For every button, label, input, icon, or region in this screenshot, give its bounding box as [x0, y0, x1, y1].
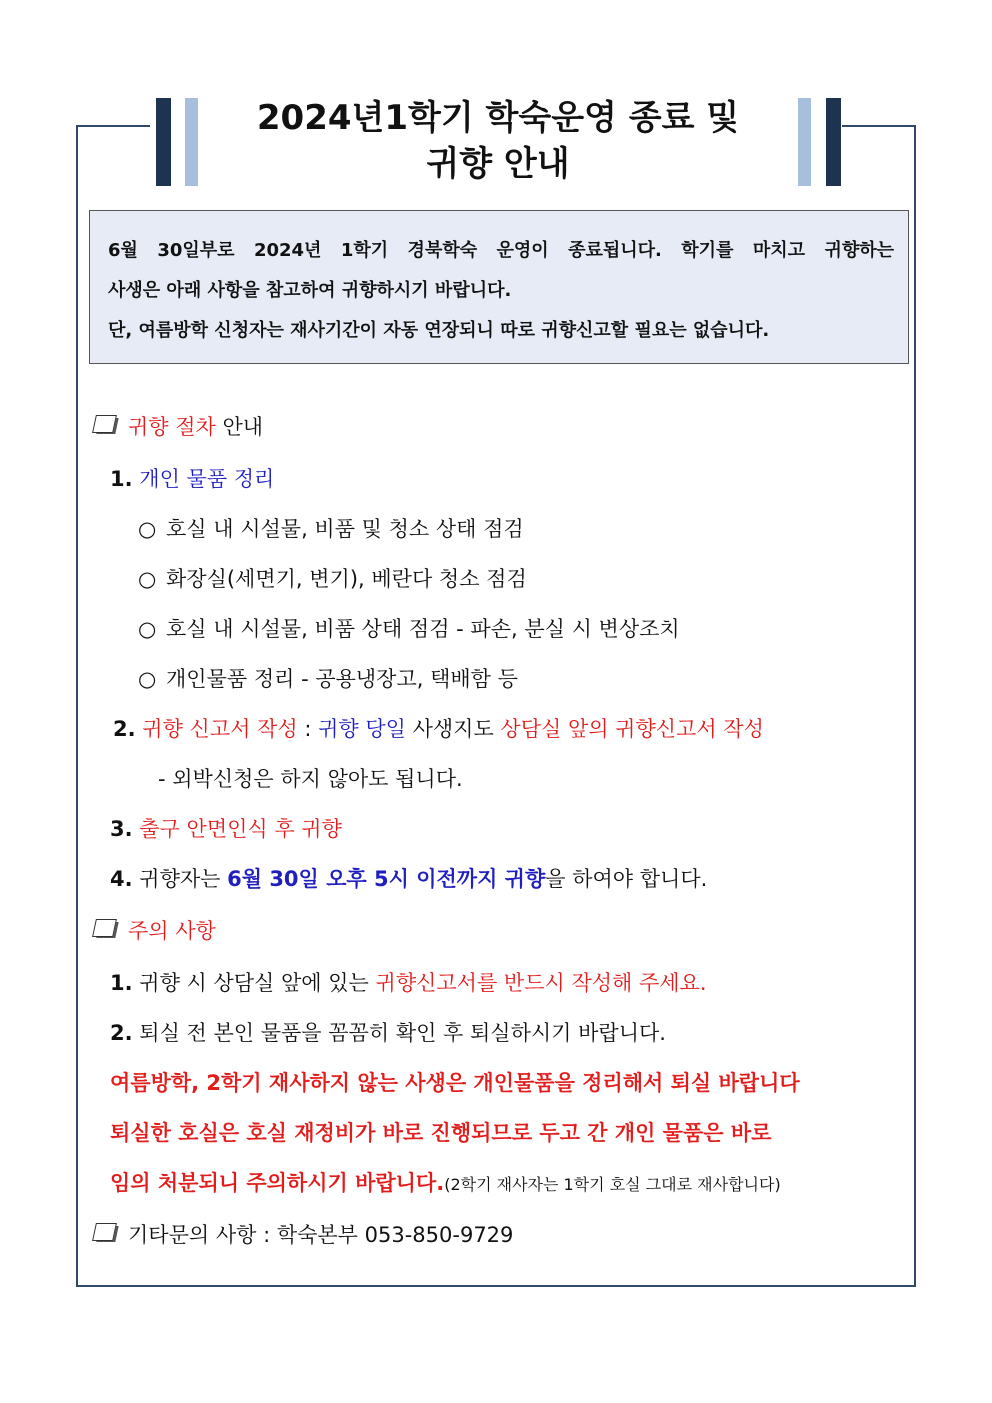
- page-title-line2: 귀향 안내: [426, 144, 570, 184]
- warning-line-3-text: 임의 처분되니 주의하시기 바랍니다.: [110, 1171, 445, 1195]
- item-4-part1: 귀향자는: [139, 867, 228, 891]
- item-2-part2: 귀향 당일: [318, 717, 406, 741]
- circle-bullet-icon: ○: [138, 517, 157, 541]
- notice-line1: 6월 30일부로 2024년 1학기 경북학숙 운영이 종료됩니다. 학기를 마치고 귀향하는: [108, 240, 894, 261]
- section-cautions: [92, 916, 216, 946]
- notice-line2: 사생은 아래 사항을 참고하여 귀향하시기 바랍니다.: [108, 280, 512, 301]
- bullet-item: [138, 564, 527, 594]
- notice-line3: 단, 여름방학 신청자는 재사기간이 자동 연장되니 따로 귀향신고할 필요는 없습니다.: [108, 320, 770, 341]
- item-number: 3.: [110, 817, 133, 841]
- item-1-personal-items: [110, 464, 274, 494]
- item-2-return-report: [113, 714, 764, 744]
- contact-text: 기타문의 사항 : 학숙본부 053-850-9729: [128, 1223, 514, 1247]
- bullet-item: [138, 664, 518, 694]
- warning-line-3-note: (2학기 재사자는 1학기 호실 그대로 재사합니다): [444, 1175, 781, 1194]
- warning-line-3: [110, 1168, 781, 1200]
- item-number: 1.: [110, 971, 133, 995]
- caution-2-text: 퇴실 전 본인 물품을 꼼꼼히 확인 후 퇴실하시기 바랍니다.: [139, 1021, 666, 1045]
- bullet-text: 개인물품 정리 - 공용냉장고, 택배함 등: [166, 667, 518, 691]
- item-number: 2.: [110, 1021, 133, 1045]
- circle-bullet-icon: ○: [138, 617, 157, 641]
- bullet-item: [138, 514, 524, 544]
- section-title: 주의 사항: [128, 919, 216, 943]
- bullet-item: [138, 614, 680, 644]
- note-paper-icon: [92, 919, 120, 941]
- bullet-text: 호실 내 시설물, 비품 및 청소 상태 점검: [166, 517, 524, 541]
- item-4-deadline: [110, 864, 707, 894]
- title-left-bar-dark: [156, 98, 171, 186]
- note-paper-icon: [92, 1223, 120, 1245]
- section-title-highlight: 귀향 절차: [128, 415, 216, 439]
- circle-bullet-icon: ○: [138, 667, 157, 691]
- item-number: 2.: [113, 717, 136, 741]
- bullet-text: 호실 내 시설물, 비품 상태 점검 - 파손, 분실 시 변상조치: [166, 617, 680, 641]
- caution-item-1: [110, 968, 707, 998]
- item-2-part3: 사생지도: [405, 717, 501, 741]
- section-contact: [92, 1220, 513, 1250]
- item-number: 1.: [110, 467, 133, 491]
- item-label: 출구 안면인식 후 귀향: [139, 817, 342, 841]
- notice-box: [89, 210, 909, 364]
- item-4-part3: 을 하여야 합니다.: [545, 867, 708, 891]
- item-2-part4: 상담실 앞의 귀향신고서 작성: [500, 717, 764, 741]
- page-title-line1: 2024년1학기 학숙운영 종료 및: [256, 98, 740, 138]
- warning-line-1: 여름방학, 2학기 재사하지 않는 사생은 개인물품을 정리해서 퇴실 바랍니다: [110, 1071, 800, 1095]
- title-right-bar-light: [798, 98, 811, 186]
- item-label: 개인 물품 정리: [139, 467, 275, 491]
- page-title: [200, 95, 796, 187]
- item-number: 4.: [110, 867, 133, 891]
- item-2-colon: :: [297, 717, 319, 741]
- warning-line-2: 퇴실한 호실은 호실 재정비가 바로 진행되므로 두고 간 개인 물품은 바로: [110, 1121, 772, 1145]
- title-left-bar-light: [185, 98, 198, 186]
- title-right-bar-dark: [826, 98, 841, 186]
- item-2-part1: 귀향 신고서 작성: [142, 717, 298, 741]
- caution-1-part1: 귀향 시 상담실 앞에 있는: [139, 971, 376, 995]
- section-return-procedure: [92, 412, 263, 442]
- note-paper-icon: [92, 415, 120, 437]
- caution-item-2: [110, 1018, 666, 1048]
- bullet-text: 화장실(세면기, 변기), 베란다 청소 점검: [166, 567, 527, 591]
- item-2-subnote: - 외박신청은 하지 않아도 됩니다.: [158, 767, 463, 791]
- caution-1-highlight: 귀향신고서를 반드시 작성해 주세요.: [375, 971, 707, 995]
- item-4-deadline-highlight: 6월 30일 오후 5시 이전까지 귀향: [227, 867, 546, 891]
- item-3-face-recognition: [110, 814, 342, 844]
- circle-bullet-icon: ○: [138, 567, 157, 591]
- section-title-rest: 안내: [215, 415, 264, 439]
